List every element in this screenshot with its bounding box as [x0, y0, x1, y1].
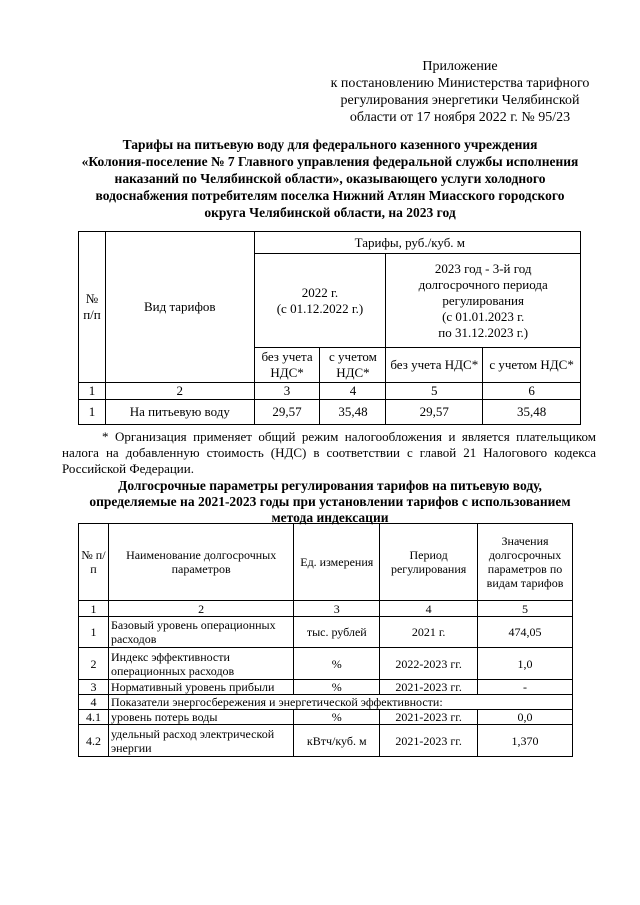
appendix-line: к постановлению Министерства тарифного	[330, 76, 590, 91]
appendix-line: области от 17 ноября 2022 г. № 95/23	[349, 110, 571, 125]
header-tariff-type: Вид тарифов	[105, 232, 254, 383]
row-num: 4.1	[79, 710, 109, 725]
title-line: определяемые на 2021-2023 годы при установлении тарифов с использованием	[89, 494, 571, 509]
table-row	[79, 400, 581, 425]
header-num: № п/п	[79, 232, 106, 383]
column-number: 6	[483, 383, 581, 400]
row-value: 0,0	[478, 710, 573, 725]
title-line: наказаний по Челябинской области», оказывающего услуги холодного	[114, 171, 546, 186]
row-period: 2022-2023 гг.	[380, 648, 478, 680]
row-parameter-name: удельный расход электрической энергии	[108, 725, 293, 757]
table-row	[79, 648, 573, 680]
row-value: 1,0	[478, 648, 573, 680]
row-period: 2021-2023 гг.	[380, 710, 478, 725]
tariffs-title	[58, 136, 602, 221]
table-row	[79, 617, 573, 648]
table-row	[79, 710, 573, 725]
row-value: 35,48	[320, 400, 386, 425]
row-period: 2021-2023 гг.	[380, 725, 478, 757]
title-line: водоснабжения потребителям поселка Нижний Атлян Миасского городского	[95, 188, 565, 203]
row-value: 29,57	[254, 400, 320, 425]
row-parameter-name: Базовый уровень операционных расходов	[108, 617, 293, 648]
column-number: 4	[320, 383, 386, 400]
row-value: 29,57	[386, 400, 483, 425]
header-parameter-name: Наименование долгосрочных параметров	[108, 524, 293, 601]
header-2023-line: (с 01.01.2023 г.	[442, 308, 525, 324]
column-number: 5	[386, 383, 483, 400]
row-unit: %	[294, 680, 380, 695]
row-unit: %	[294, 710, 380, 725]
row-unit: %	[294, 648, 380, 680]
header-with-vat: с учетом НДС*	[320, 348, 386, 383]
row-period: 2021 г.	[380, 617, 478, 648]
row-value: 474,05	[478, 617, 573, 648]
row-num: 4	[79, 695, 109, 710]
table-row	[79, 680, 573, 695]
header-without-vat: без учета НДС*	[254, 348, 320, 383]
title-line: округа Челябинской области, на 2023 год	[204, 205, 456, 220]
header-2023-line: по 31.12.2023 г.)	[438, 324, 529, 340]
row-section-name: Показатели энергосбережения и энергетической эффективности:	[108, 695, 572, 710]
header-2022-line: 2022 г.	[301, 284, 339, 300]
appendix-line: регулирования энергетики Челябинской	[340, 93, 580, 108]
column-number: 2	[105, 383, 254, 400]
table-row	[79, 725, 573, 757]
appendix-line: Приложение	[422, 59, 498, 74]
row-parameter-name: уровень потерь воды	[108, 710, 293, 725]
row-period: 2021-2023 гг.	[380, 680, 478, 695]
header-2022-line: (с 01.12.2022 г.)	[276, 300, 364, 316]
row-unit: кВтч/куб. м	[294, 725, 380, 757]
row-value: 35,48	[483, 400, 581, 425]
row-num: 4.2	[79, 725, 109, 757]
header-2023	[386, 254, 581, 348]
table-row	[79, 695, 573, 710]
column-number: 2	[108, 601, 293, 617]
row-parameter-name: Нормативный уровень прибыли	[108, 680, 293, 695]
header-with-vat: с учетом НДС*	[483, 348, 581, 383]
column-number: 5	[478, 601, 573, 617]
header-2023-line: долгосрочного периода	[418, 276, 548, 292]
tariffs-table	[78, 231, 581, 425]
row-value: 1,370	[478, 725, 573, 757]
header-2023-line: регулирования	[442, 292, 524, 308]
header-num: № п/п	[79, 524, 109, 601]
vat-footnote: * Организация применяет общий режим налогообложения и является плательщиком налога на добавленную стоимость (НДС) в соответствии с главой 21 Налогового кодекса Российской Федерации.	[62, 429, 596, 476]
column-number: 3	[254, 383, 320, 400]
header-tariffs: Тарифы, руб./куб. м	[254, 232, 580, 254]
header-without-vat: без учета НДС*	[386, 348, 483, 383]
row-tariff-type: На питьевую воду	[105, 400, 254, 425]
row-num: 3	[79, 680, 109, 695]
parameters-table	[78, 523, 573, 757]
row-num: 2	[79, 648, 109, 680]
title-line: Тарифы на питьевую воду для федерального казенного учреждения	[122, 137, 538, 152]
appendix-header	[320, 58, 600, 126]
row-parameter-name: Индекс эффективности операционных расходов	[108, 648, 293, 680]
row-value: -	[478, 680, 573, 695]
column-number: 1	[79, 383, 106, 400]
row-num: 1	[79, 400, 106, 425]
row-num: 1	[79, 617, 109, 648]
title-line: «Колония-поселение № 7 Главного управления федеральной службы исполнения	[81, 154, 579, 169]
header-period: Период регулирования	[380, 524, 478, 601]
parameters-title	[58, 478, 602, 526]
column-number: 3	[294, 601, 380, 617]
row-unit: тыс. рублей	[294, 617, 380, 648]
header-unit: Ед. измерения	[294, 524, 380, 601]
column-number: 1	[79, 601, 109, 617]
header-values: Значения долгосрочных параметров по видам тарифов	[478, 524, 573, 601]
header-2022	[254, 254, 386, 348]
header-2023-line: 2023 год - 3-й год	[434, 260, 532, 276]
title-line: метода индексации	[271, 510, 389, 525]
title-line: Долгосрочные параметры регулирования тарифов на питьевую воду,	[118, 478, 542, 493]
column-number: 4	[380, 601, 478, 617]
